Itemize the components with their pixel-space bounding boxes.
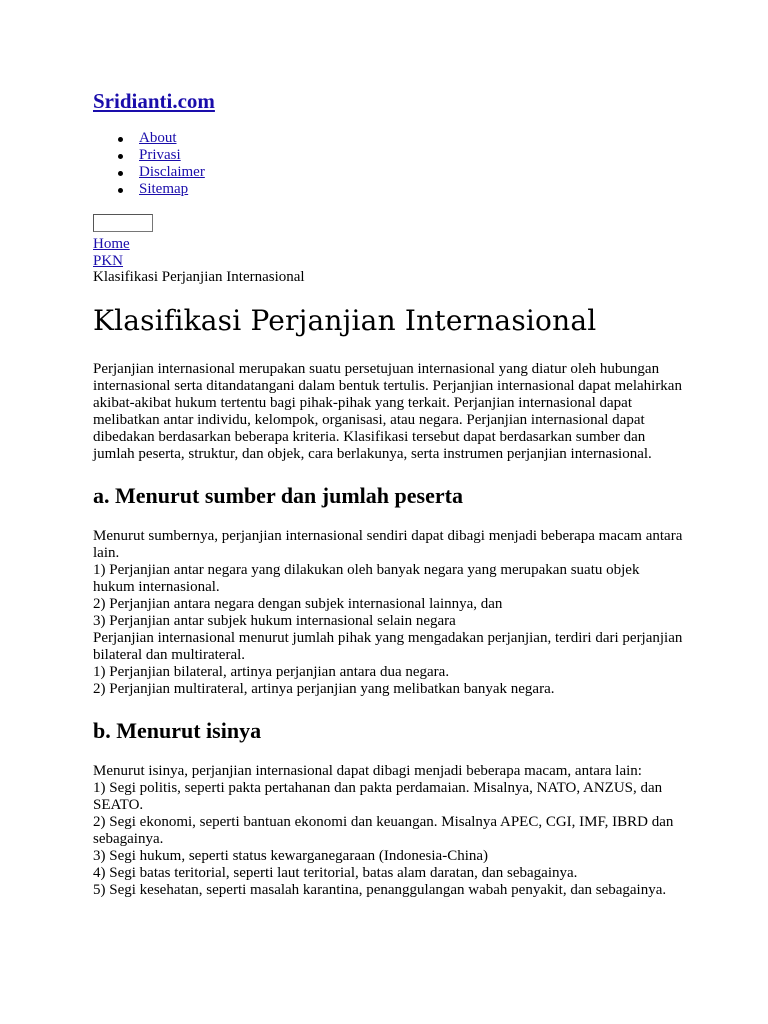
site-title — [93, 89, 215, 113]
paragraph-line: 3) Perjanjian antar subjek hukum internasional selain negara — [93, 613, 456, 629]
nav-link-sitemap[interactable]: Sitemap — [139, 181, 189, 197]
nav-item-sitemap — [93, 181, 205, 198]
section-a-heading: a. Menurut sumber dan jumlah peserta — [93, 483, 463, 508]
article-intro: Perjanjian internasional merupakan suatu persetujuan internasional yang diatur oleh hubungan internasional serta ditandatangani dalam bentuk tertulis. Perjanjian internasional dapat melahirkan akibat-akibat hukum tertentu bagi pihak-pihak yang terkait. Perjanjian internasional dapat melibatkan antar individu, kelompok, organisasi, atau negara. Perjanjian internasional dapat dibedakan berdasarkan beberapa kriteria. Klasifikasi tersebut dapat berdasarkan sumber dan jumlah peserta, struktur, dan objek, cara berlakunya, serta instrumen perjanjian internasional. — [93, 361, 682, 462]
breadcrumb-current: Klasifikasi Perjanjian Internasional — [93, 269, 305, 285]
article-title: Klasifikasi Perjanjian Internasional — [93, 304, 597, 337]
breadcrumb-category-link[interactable]: PKN — [93, 252, 124, 269]
paragraph-line: Perjanjian internasional menurut jumlah pihak yang mengadakan perjanjian, terdiri dari perjanjian bilateral dan multirateral. — [93, 630, 683, 663]
nav-link-disclaimer[interactable]: Disclaimer — [139, 164, 205, 180]
breadcrumb — [93, 236, 305, 286]
main-nav — [93, 130, 205, 198]
nav-item-disclaimer — [93, 164, 205, 181]
nav-link-privasi[interactable]: Privasi — [139, 147, 181, 163]
paragraph-line: Menurut sumbernya, perjanjian internasional sendiri dapat dibagi menjadi beberapa macam antara lain. — [93, 528, 683, 561]
paragraph-line: 2) Perjanjian multirateral, artinya perjanjian yang melibatkan banyak negara. — [93, 681, 555, 697]
paragraph-line: 1) Perjanjian antar negara yang dilakukan oleh banyak negara yang merupakan suatu objek hukum internasional. — [93, 562, 640, 595]
section-b-heading: b. Menurut isinya — [93, 718, 262, 743]
bullet-icon — [118, 188, 123, 193]
paragraph-line: 2) Perjanjian antara negara dengan subjek internasional lainnya, dan — [93, 596, 503, 612]
nav-item-about — [93, 130, 205, 147]
paragraph-line: 2) Segi ekonomi, seperti bantuan ekonomi dan keuangan. Misalnya APEC, CGI, IMF, IBRD dan sebagainya. — [93, 814, 674, 847]
section-a-body — [93, 528, 683, 698]
nav-item-privasi — [93, 147, 205, 164]
paragraph-line: 5) Segi kesehatan, seperti masalah karantina, penanggulangan wabah penyakit, dan sebagainya. — [93, 882, 667, 898]
breadcrumb-home-link[interactable]: Home — [93, 236, 130, 252]
bullet-icon — [118, 154, 123, 159]
paragraph-line: 1) Segi politis, seperti pakta pertahanan dan pakta perdamaian. Misalnya, NATO, ANZUS, dan SEATO. — [93, 780, 663, 813]
bullet-icon — [118, 137, 123, 142]
site-title-link[interactable]: Sridianti.com — [93, 89, 215, 113]
section-b-body — [93, 763, 683, 899]
paragraph-line: 1) Perjanjian bilateral, artinya perjanjian antara dua negara. — [93, 664, 450, 680]
paragraph-line: Menurut isinya, perjanjian internasional dapat dibagi menjadi beberapa macam, antara lain: — [93, 763, 642, 779]
paragraph-line: 4) Segi batas teritorial, seperti laut teritorial, batas alam daratan, dan sebagainya. — [93, 865, 578, 881]
search-input[interactable] — [93, 214, 153, 232]
paragraph-line: 3) Segi hukum, seperti status kewarganegaraan (Indonesia-China) — [93, 848, 489, 864]
nav-link-about[interactable]: About — [139, 130, 177, 146]
article — [93, 300, 683, 899]
bullet-icon — [118, 171, 123, 176]
